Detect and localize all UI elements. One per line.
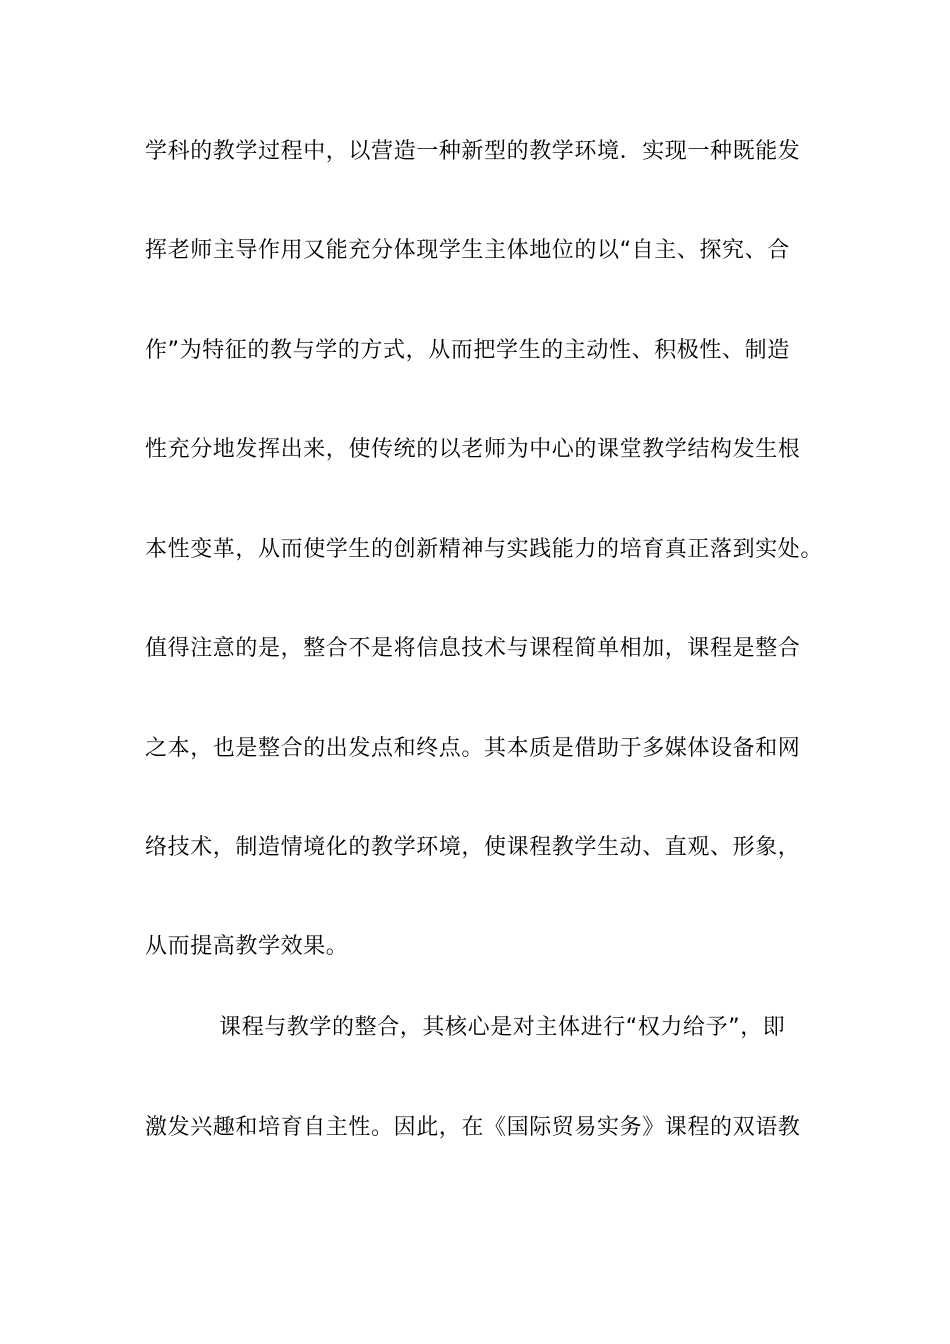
text-line-3: 作”为特征的教与学的方式，从而把学生的主动性、积极性、制造: [145, 338, 790, 363]
text-line-5: 本性变革，从而使学生的创新精神与实践能力的培育真正落到实处。: [145, 537, 824, 562]
text-line-10: 课程与教学的整合，其核心是对主体进行“权力给予”，即: [219, 1015, 786, 1040]
text-line-9: 从而提高教学效果。: [145, 934, 349, 959]
text-line-4: 性充分地发挥出来，使传统的以老师为中心的课堂教学结构发生根: [145, 437, 801, 462]
text-line-2: 挥老师主导作用又能充分体现学生主体地位的以“自主、探究、合: [145, 238, 790, 263]
text-line-11: 激发兴趣和培育自主性。因此，在《国际贸易实务》课程的双语教: [145, 1115, 801, 1140]
text-line-8: 络技术，制造情境化的教学环境，使课程教学生动、直观、形象，: [145, 835, 801, 860]
text-line-6: 值得注意的是，整合不是将信息技术与课程简单相加，课程是整合: [145, 636, 801, 661]
text-line-1: 学科的教学过程中，以营造一种新型的教学环境．实现一种既能发: [145, 139, 801, 164]
text-line-7: 之本，也是整合的出发点和终点。其本质是借助于多媒体设备和网: [145, 736, 801, 761]
